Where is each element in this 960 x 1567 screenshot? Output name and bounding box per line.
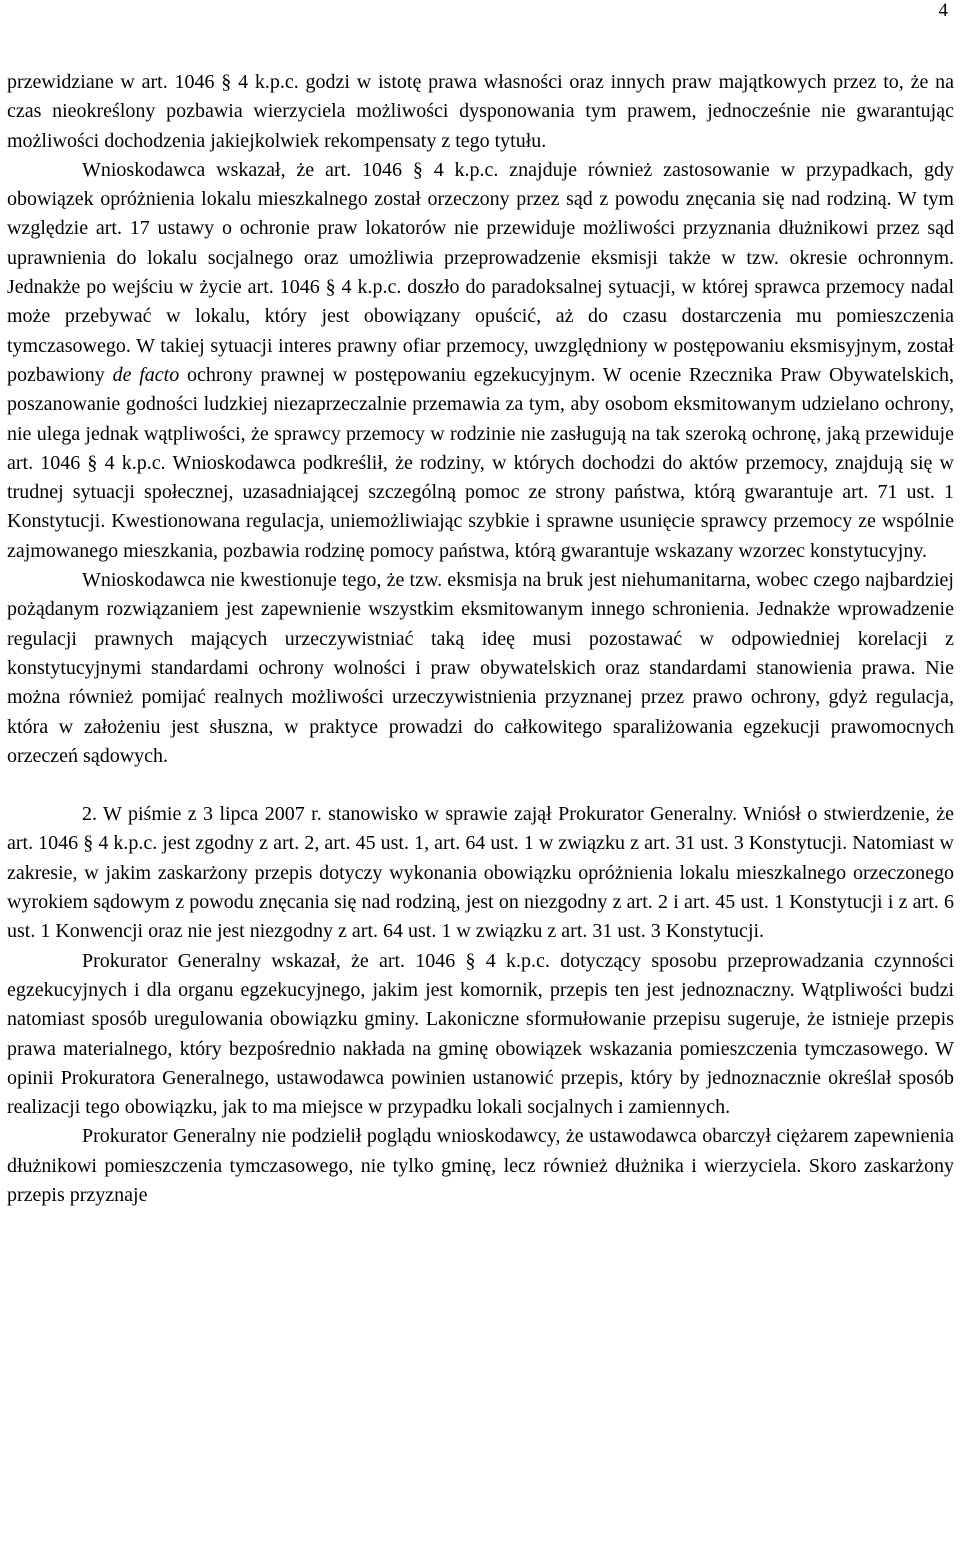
- page-number: 4: [938, 0, 948, 21]
- paragraph-prosecutor-position: 2. W piśmie z 3 lipca 2007 r. stanowisko w sprawie zajął Prokurator Generalny. Wniósł o stwierdzenie, że art. 1046 § 4 k.p.c. jest zgodny z art. 2, art. 45 ust. 1, art. 64 ust. 1 w związku z art. 31 ust. 3 Konstytucji. Natomiast w zakresie, w jakim zaskarżony przepis dotyczy wykonania obowiązku opróżnienia lokalu mieszkalnego orzeczonego wyrokiem sądowym z powodu znęcania się nad rodziną, jest on niezgodny z art. 2 i art. 45 ust. 1 Konstytucji i z art. 6 ust. 1 Konwencji oraz nie jest niezgodny z art. 64 ust. 1 w związku z art. 31 ust. 3 Konstytucji.: [7, 803, 954, 943]
- paragraph-prosecutor-disagreement: Prokurator Generalny nie podzielił poglądu wnioskodawcy, że ustawodawca obarczył ciężarem zapewnienia dłużnikowi pomieszczenia tymczasowego, nie tylko gminę, lecz również dłużnika i wierzyciela. Skoro zaskarżony przepis przyznaje: [7, 1125, 954, 1206]
- paragraph-text: Wnioskodawca wskazał, że art. 1046 § 4 k.p.c. znajduje również zastosowanie w przypadkach, gdy obowiązek opróżnienia lokalu mieszkalnego został orzeczony przez sąd z powodu znęcania się nad rodziną. W tym względzie art. 17 ustawy o ochronie praw lokatorów nie przewiduje możliwości przyznania dłużnikowi przez sąd uprawnienia do lokalu socjalnego oraz umożliwia przeprowadzenie eksmisji także w tzw. okresie ochronnym. Jednakże po wejściu w życie art. 1046 § 4 k.p.c. doszło do paradoksalnej sytuacji, w której sprawca przemocy nadal może przebywać w lokalu, który jest obowiązany opuścić, aż do czasu dostarczenia mu pomieszczenia tymczasowego. W takiej sytuacji interes prawny ofiar przemocy, uwzględniony w postępowaniu eksmisyjnym, został pozbawiony: [7, 158, 954, 386]
- italic-phrase: de facto: [112, 363, 180, 386]
- paragraph-continuation: przewidziane w art. 1046 § 4 k.p.c. godzi w istotę prawa własności oraz innych praw majątkowych przez to, że na czas nieokreślony pozbawia wierzyciela możliwości dysponowania tym prawem, jednocześnie nie gwarantując możliwości dochodzenia jakiejkolwiek rekompensaty z tego tytułu.: [7, 71, 954, 152]
- document-body: [7, 68, 954, 1210]
- paragraph-prosecutor-argument: Prokurator Generalny wskazał, że art. 1046 § 4 k.p.c. dotyczący sposobu przeprowadzania czynności egzekucyjnych i dla organu egzekucyjnego, jakim jest komornik, przepis ten jest jednoznaczny. Wątpliwości budzi natomiast sposób uregulowania obowiązku gminy. Lakoniczne sformułowanie przepisu sugeruje, że istnieje przepis prawa materialnego, który bezpośrednio nakłada na gminę obowiązek wskazania pomieszczenia tymczasowego. W opinii Prokuratora Generalnego, ustawodawca powinien ustanowić przepis, który by jednoznacznie określał sposób realizacji tego obowiązku, jak to ma miejsce w przypadku lokali socjalnych i zamiennych.: [7, 949, 954, 1119]
- paragraph-eviction: Wnioskodawca nie kwestionuje tego, że tzw. eksmisja na bruk jest niehumanitarna, wobec czego najbardziej pożądanym rozwiązaniem jest zapewnienie wszystkim eksmitowanym innego schronienia. Jednakże wprowadzenie regulacji prawnych mających urzeczywistniać taką ideę musi pozostawać w odpowiedniej korelacji z konstytucyjnymi standardami ochrony wolności i praw obywatelskich oraz standardami stanowienia prawa. Nie można również pomijać realnych możliwości urzeczywistnienia przyznanej przez prawo ochrony, gdyż regulacja, która w założeniu jest słuszna, w praktyce prowadzi do całkowitego sparaliżowania egzekucji prawomocnych orzeczeń sądowych.: [7, 569, 954, 767]
- paragraph-text: ochrony prawnej w postępowaniu egzekucyjnym. W ocenie Rzecznika Praw Obywatelskich, poszanowanie godności ludzkiej niezaprzeczalnie przemawia za tym, aby osobom eksmitowanym udzielano ochrony, nie ulega jednak wątpliwości, że sprawcy przemocy w rodzinie nie zasługują na tak szeroką ochronę, jaką przewiduje art. 1046 § 4 k.p.c. Wnioskodawca podkreślił, że rodziny, w których dochodzi do aktów przemocy, znajdują się w trudnej sytuacji społecznej, uzasadniającej szczególną pomoc ze strony państwa, którą gwarantuje art. 71 ust. 1 Konstytucji. Kwestionowana regulacja, uniemożliwiając szybkie i sprawne usunięcie sprawcy przemocy ze wspólnie zajmowanego mieszkania, pozbawia rodzinę pomocy państwa, którą gwarantuje wskazany wzorzec konstytucyjny.: [7, 363, 954, 562]
- paragraph-applicant-argument: [7, 156, 954, 566]
